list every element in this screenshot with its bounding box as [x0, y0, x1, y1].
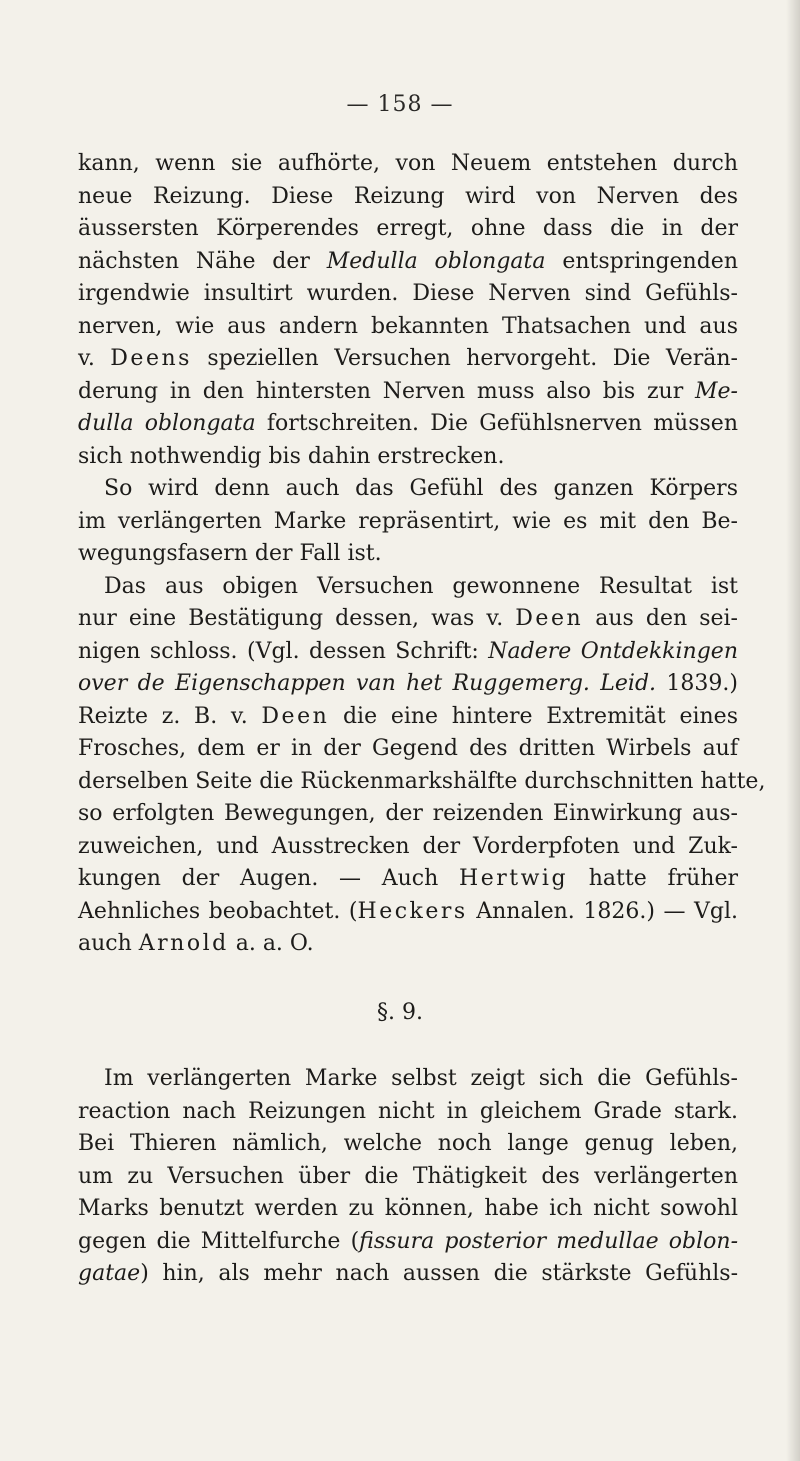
text-line: So wird denn auch das Gefühl des ganzen Körpers [104, 476, 738, 501]
author-name: Deen [515, 606, 584, 631]
book-title: over de Eigenschappen van het Ruggemerg. Leid. [78, 671, 657, 696]
text-line: Reizte z. B. v. Deen die eine hintere Extremität eines [78, 703, 738, 729]
text-line: nerven, wie aus andern bekannten Thatsachen und aus [78, 313, 738, 339]
text-line: gatae) hin, als mehr nach aussen die stärkste Gefühls- [78, 1261, 738, 1286]
author-name: Heckers [357, 898, 468, 924]
text-line: over de Eigenschappen van het Ruggemerg. Leid. 1839.) [78, 671, 738, 696]
author-name: Deens [110, 346, 192, 371]
text-line: reaction nach Reizungen nicht in gleichem Grade stark. [78, 1098, 738, 1124]
latin-term: dulla oblongata [78, 411, 256, 436]
text-line: neue Reizung. Diese Reizung wird von Nerven des [78, 183, 738, 209]
text-line: auch Arnold a. a. O. [78, 931, 314, 956]
text-line: Aehnliches beobachtet. (Heckers Annalen. 1826.) — Vgl. [78, 898, 738, 924]
text-line: derselben Seite die Rückenmarkshälfte durchschnitten hatte, [78, 768, 766, 794]
text-line: Das aus obigen Versuchen gewonnene Resultat ist [104, 573, 738, 599]
body-text-upper [78, 148, 766, 961]
text-line: äussersten Körperendes erregt, ohne dass die in der [78, 216, 738, 241]
text-line: v. Deens speziellen Versuchen hervorgeht. Die Verän- [78, 346, 738, 371]
text-line: nigen schloss. (Vgl. dessen Schrift: Nadere Ontdekkingen [78, 638, 738, 664]
text-line: nächsten Nähe der Medulla oblongata entspringenden [78, 248, 738, 274]
text-line: wegungsfasern der Fall ist. [78, 541, 382, 566]
text-line: um zu Versuchen über die Thätigkeit des verlängerten [78, 1163, 738, 1189]
text-line: zuweichen, und Ausstrecken der Vorderpfoten und Zuk- [78, 833, 738, 859]
page-edge-shadow [786, 0, 800, 1461]
text-line: irgendwie insultirt wurden. Diese Nerven sind Gefühls- [78, 281, 738, 306]
text-line: Im verlängerten Marke selbst zeigt sich die Gefühls- [104, 1066, 738, 1091]
text-line: kann, wenn sie aufhörte, von Neuem entstehen durch [78, 151, 738, 176]
text-line: sich nothwendig bis dahin erstrecken. [78, 443, 505, 469]
body-text-lower [78, 1063, 738, 1291]
text-line: Marks benutzt werden zu können, habe ich nicht sowohl [78, 1196, 738, 1221]
text-line: derung in den hintersten Nerven muss also bis zur Me- [78, 378, 738, 404]
latin-term: gatae [78, 1261, 141, 1286]
text-line: nur eine Bestätigung dessen, was v. Deen aus den sei- [78, 606, 738, 631]
author-name: Hertwig [459, 866, 569, 891]
text-line: Frosches, dem er in der Gegend des dritten Wirbels auf [78, 736, 738, 761]
text-line: Bei Thieren nämlich, welche noch lange genug leben, [78, 1131, 738, 1156]
author-name: Deen [261, 703, 330, 729]
section-heading: §. 9. [377, 1000, 423, 1025]
author-name: Arnold [138, 931, 229, 956]
latin-term: Medulla oblongata [326, 248, 546, 274]
latin-term: fissura posterior medullae oblon- [359, 1228, 738, 1254]
text-line: gegen die Mittelfurche (fissura posterior medullae oblon- [78, 1228, 738, 1254]
text-line: im verlängerten Marke repräsentirt, wie es mit den Be- [78, 508, 738, 534]
page-number: — 158 — [346, 92, 454, 117]
text-line: dulla oblongata fortschreiten. Die Gefühlsnerven müssen [78, 411, 738, 436]
book-title: Nadere Ontdekkingen [488, 638, 738, 664]
text-line: kungen der Augen. — Auch Hertwig hatte früher [78, 866, 738, 891]
text-line: so erfolgten Bewegungen, der reizenden Einwirkung aus- [78, 801, 738, 826]
latin-term: Me- [695, 378, 738, 404]
